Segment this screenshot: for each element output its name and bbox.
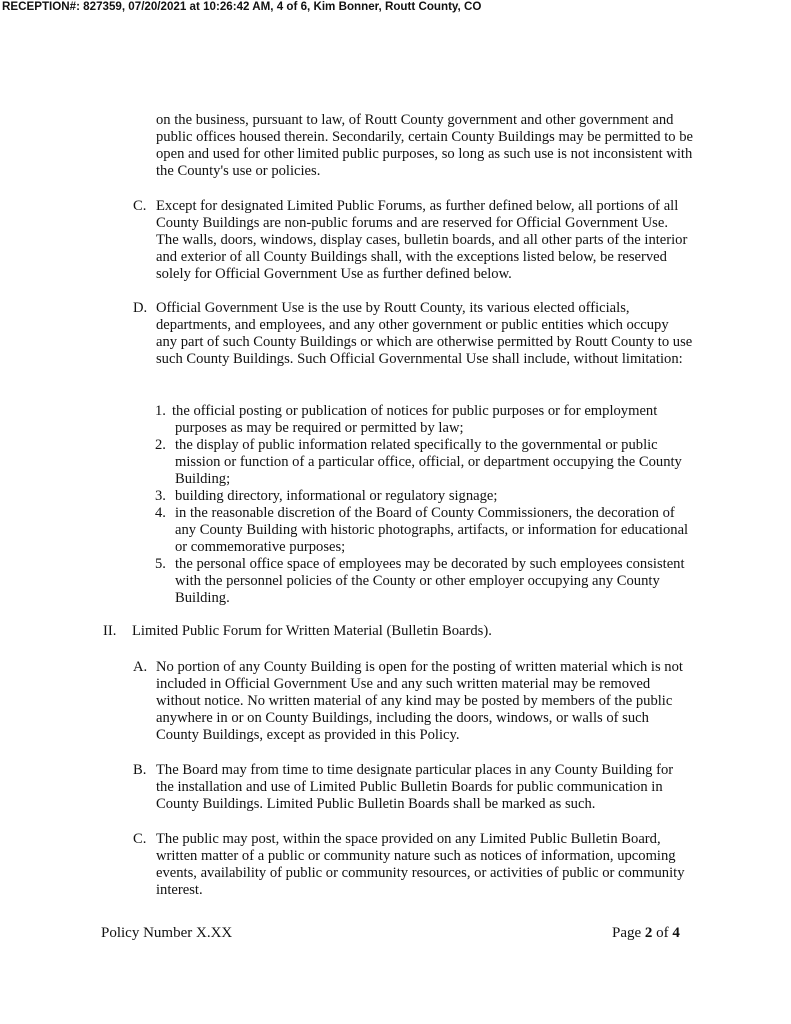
list-text: the official posting or publication of notices for public purposes or for employment purposes as may be required or permitted by law; (172, 403, 658, 436)
official-use-list (155, 403, 695, 607)
continuation-paragraph: on the business, pursuant to law, of Routt County government and other government and public offices housed therein. Secondarily, certain County Buildings may be permitted to be open and used for other limited public purposes, so long as such use is not inconsistent with the County's use or policies. (156, 112, 694, 179)
section-ii-b (133, 762, 693, 813)
paragraph-text: The public may post, within the space provided on any Limited Public Bulletin Board, written matter of a public or community nature such as notices of information, upcoming events, availability of public or community resources, or activities of public or community interest. (156, 831, 685, 898)
section-title: Limited Public Forum for Written Material (Bulletin Boards). (132, 623, 492, 639)
list-number: 4. (155, 505, 166, 521)
list-item (155, 488, 695, 505)
list-text: the display of public information related specifically to the governmental or public mission or function of a particular office, official, or department occupying the County Building; (175, 437, 682, 487)
item-label: C. (133, 198, 147, 214)
list-number: 3. (155, 488, 166, 504)
section-number: II. (103, 623, 117, 639)
page-mid: of (652, 925, 673, 941)
list-text: in the reasonable discretion of the Board of County Commissioners, the decoration of any County Building with historic photographs, artifacts, or information for educational or commemorative purposes; (175, 505, 689, 555)
list-number: 5. (155, 556, 166, 572)
reception-stamp: RECEPTION#: 827359, 07/20/2021 at 10:26:42 AM, 4 of 6, Kim Bonner, Routt County, CO (2, 0, 482, 13)
page-prefix: Page (612, 925, 645, 941)
list-item (155, 556, 695, 607)
item-label: C. (133, 831, 147, 847)
paragraph-text: No portion of any County Building is open for the posting of written material which is not included in Official Government Use and any such written material may be removed without notice. No written material of any kind may be posted by members of the public anywhere in or on County Buildings, including the doors, windows, or walls of such County Buildings, except as provided in this Policy. (156, 659, 683, 743)
item-label: B. (133, 762, 147, 778)
section-i-c (133, 198, 693, 283)
list-item (155, 505, 695, 556)
paragraph-text: Official Government Use is the use by Routt County, its various elected officials, departments, and employees, and any other government or public entities which occupy any part of such County Buildings or which are otherwise permitted by Routt County to use such County Buildings. Such Official Governmental Use shall include, without limitation: (156, 300, 693, 367)
paragraph-text: The Board may from time to time designate particular places in any County Building for the installation and use of Limited Public Bulletin Boards for public communication in County Buildings. Limited Public Bulletin Boards shall be marked as such. (156, 762, 674, 812)
list-item (155, 437, 695, 488)
page-indicator (612, 925, 680, 942)
item-label: A. (133, 659, 148, 675)
item-label: D. (133, 300, 148, 316)
page-current: 2 (644, 925, 653, 941)
section-ii-c (133, 831, 693, 899)
page-total: 4 (672, 925, 680, 941)
list-number: 1. (155, 403, 166, 419)
list-text: building directory, informational or regulatory signage; (175, 488, 498, 504)
policy-number: Policy Number X.XX (101, 925, 233, 941)
list-item (155, 403, 695, 437)
paragraph-text: Except for designated Limited Public Forums, as further defined below, all portions of all County Buildings are non-public forums and are reserved for Official Government Use. The walls, doors, windows, display cases, bulletin boards, and all other parts of the interior and exterior of all County Buildings shall, with the exceptions listed below, be reserved solely for Official Government Use as further defined below. (156, 198, 688, 282)
section-ii-a (133, 659, 693, 744)
list-number: 2. (155, 437, 166, 453)
section-ii-heading (103, 623, 492, 640)
section-i-d (133, 300, 693, 368)
list-text: the personal office space of employees may be decorated by such employees consistent with the personnel policies of the County or other employer occupying any County Building. (175, 556, 685, 606)
